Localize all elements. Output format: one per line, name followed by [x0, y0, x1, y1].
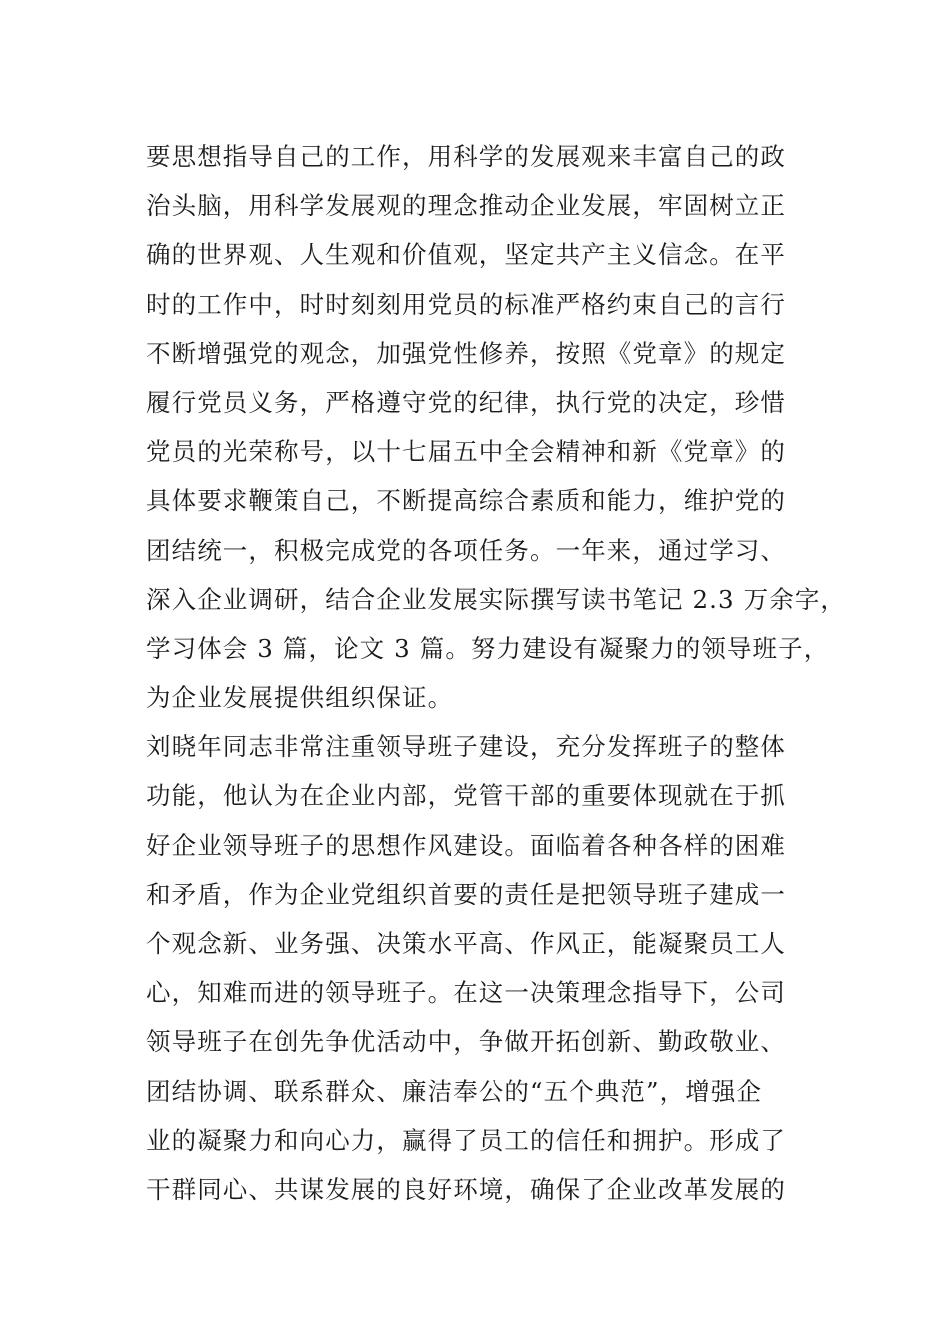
body-text	[146, 132, 847, 1214]
text-line: 要思想指导自己的工作，用科学的发展观来丰富自己的政	[146, 142, 786, 171]
text-line: 履行党员义务，严格遵守党的纪律，执行党的决定，珍惜	[146, 387, 786, 417]
text-line: 不断增强党的观念，加强党性修养，按照《党章》的规定	[146, 338, 786, 368]
text-line: 和矛盾，作为企业党组织首要的责任是把领导班子建成一	[146, 879, 786, 909]
text-line: 治头脑，用科学发展观的理念推动企业发展，牢固树立正	[146, 191, 786, 221]
text-line: 学习体会 3 篇，论文 3 篇。努力建设有凝聚力的领导班子，	[146, 633, 830, 663]
text-line: 领导班子在创先争优活动中，争做开拓创新、勤政敬业、	[146, 1027, 786, 1057]
text-line: 好企业领导班子的思想作风建设。面临着各种各样的困难	[146, 830, 786, 860]
text-line: 团结协调、联系群众、廉洁奉公的“五个典范”，增强企	[146, 1076, 763, 1106]
text-line: 心，知难而进的领导班子。在这一决策理念指导下，公司	[146, 978, 786, 1008]
text-line: 干群同心、共谋发展的良好环境，确保了企业改革发展的	[146, 1174, 786, 1204]
text-line: 具体要求鞭策自己，不断提高综合素质和能力，维护党的	[146, 486, 786, 516]
text-line: 确的世界观、人生观和价值观，坚定共产主义信念。在平	[146, 240, 786, 270]
text-line: 党员的光荣称号，以十七届五中全会精神和新《党章》的	[146, 437, 786, 467]
text-line: 深入企业调研，结合企业发展实际撰写读书笔记 2.3 万余字，	[146, 584, 847, 614]
text-line: 个观念新、业务强、决策水平高、作风正，能凝聚员工人	[146, 929, 786, 958]
text-line: 功能，他认为在企业内部，党管干部的重要体现就在于抓	[146, 781, 786, 811]
text-line: 团结统一，积极完成党的各项任务。一年来，通过学习、	[146, 535, 786, 565]
text-line: 刘晓年同志非常注重领导班子建设，充分发挥班子的整体	[146, 732, 786, 762]
text-line: 时的工作中，时时刻刻用党员的标准严格约束自己的言行	[146, 289, 786, 319]
text-line: 为企业发展提供组织保证。	[146, 683, 454, 713]
text-line: 业的凝聚力和向心力，赢得了员工的信任和拥护。形成了	[146, 1125, 786, 1155]
